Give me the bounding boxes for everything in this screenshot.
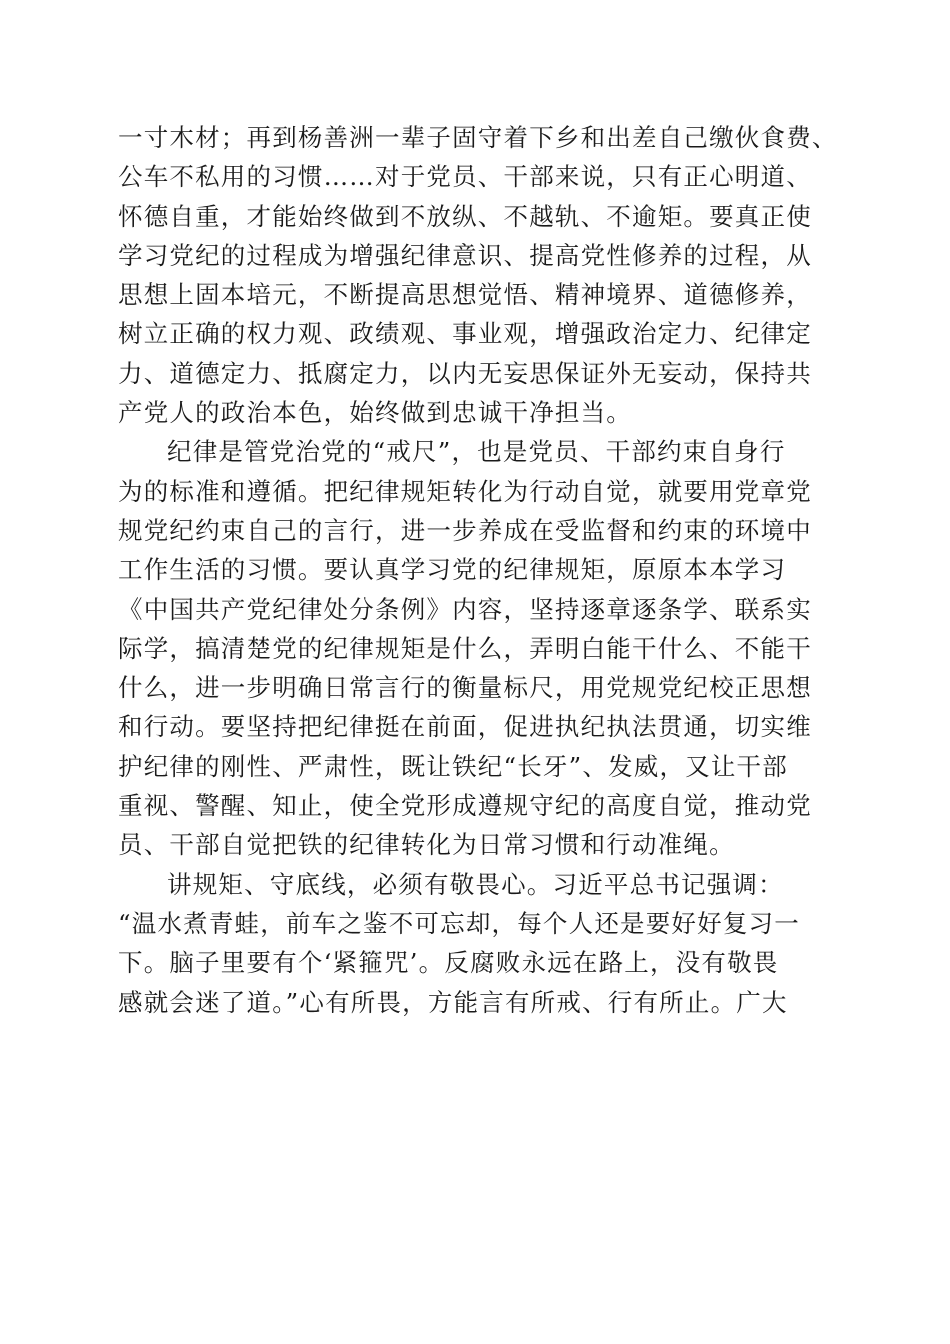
text-line: 下。脑子里要有个‘紧箍咒’。反腐败永远在路上，没有敬畏 — [118, 948, 779, 978]
text-line: 公车不私用的习惯……对于党员、干部来说，只有正心明道、 — [118, 162, 812, 192]
text-line: 护纪律的刚性、严肃性，既让铁纪“长牙”、发威，又让干部 — [118, 751, 788, 781]
text-line: 树立正确的权力观、政绩观、事业观，增强政治定力、纪律定 — [118, 319, 812, 349]
text-line: 力、道德定力、抵腐定力，以内无妄思保证外无妄动，保持共 — [118, 358, 812, 388]
body-text — [118, 118, 838, 1022]
text-line: 和行动。要坚持把纪律挺在前面，促进执纪执法贯通，切实维 — [118, 712, 812, 742]
text-line: 一寸木材；再到杨善洲一辈子固守着下乡和出差自己缴伙食费、 — [118, 123, 838, 152]
text-line: 规党纪约束自己的言行，进一步养成在受监督和约束的环境中 — [118, 515, 812, 545]
text-line: 怀德自重，才能始终做到不放纵、不越轨、不逾矩。要真正使 — [118, 201, 812, 231]
text-line: 思想上固本培元，不断提高思想觉悟、精神境界、道德修养， — [118, 280, 812, 310]
text-line: 际学，搞清楚党的纪律规矩是什么，弄明白能干什么、不能干 — [118, 633, 812, 663]
text-line: 重视、警醒、知止，使全党形成遵规守纪的高度自觉，推动党 — [118, 791, 812, 821]
paragraph-first-line: 讲规矩、守底线，必须有敬畏心。习近平总书记强调： — [167, 869, 784, 899]
text-line: 员、干部自觉把铁的纪律转化为日常习惯和行动准绳。 — [118, 830, 735, 860]
text-line: 为的标准和遵循。把纪律规矩转化为行动自觉，就要用党章党 — [118, 476, 812, 506]
text-line: 感就会迷了道。”心有所畏，方能言有所戒、行有所止。广大 — [118, 987, 788, 1017]
text-line: 产党人的政治本色，始终做到忠诚干净担当。 — [118, 398, 632, 428]
text-line: 什么，进一步明确日常言行的衡量标尺，用党规党纪校正思想 — [118, 673, 812, 703]
text-line: 工作生活的习惯。要认真学习党的纪律规矩，原原本本学习 — [118, 555, 787, 585]
paragraph-first-line: 纪律是管党治党的“戒尺”，也是党员、干部约束自身行 — [167, 437, 786, 467]
text-line: 学习党纪的过程成为增强纪律意识、提高党性修养的过程，从 — [118, 240, 812, 270]
text-line: 《中国共产党纪律处分条例》内容，坚持逐章逐条学、联系实 — [118, 594, 812, 624]
text-line: “温水煮青蛙，前车之鉴不可忘却，每个人还是要好好复习一 — [118, 908, 800, 938]
